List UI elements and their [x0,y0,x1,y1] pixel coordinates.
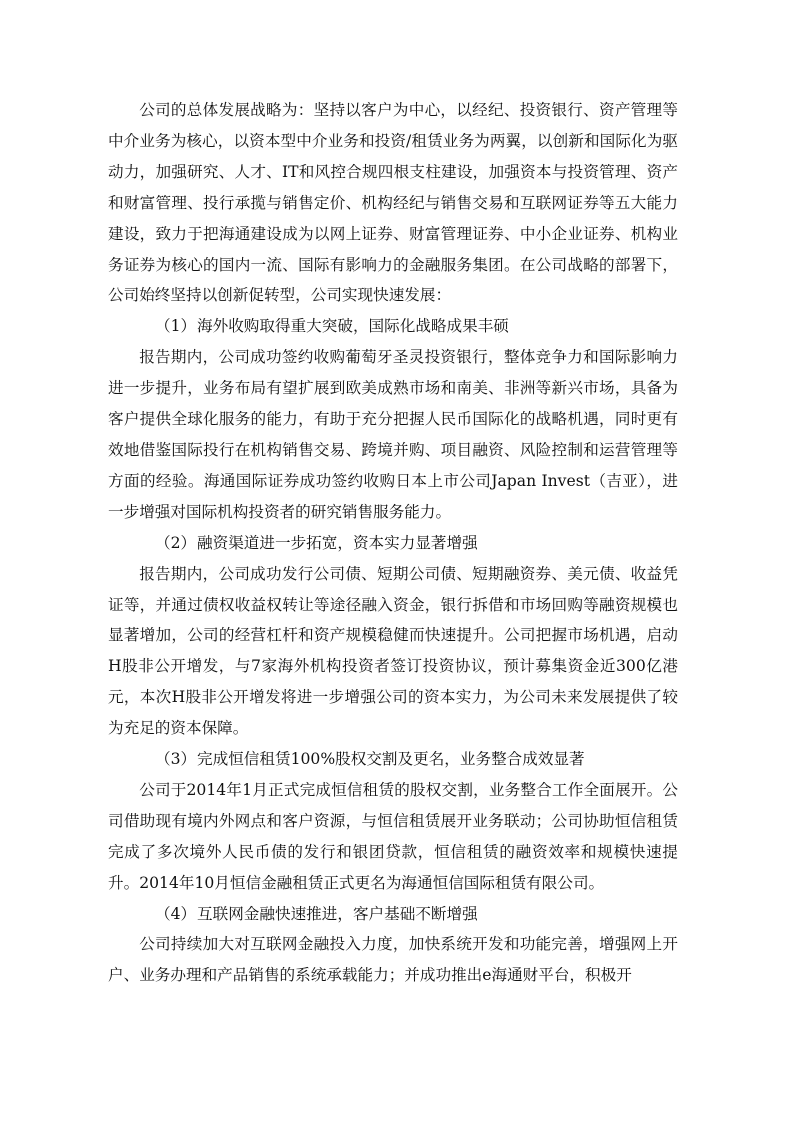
section-heading-1 [108,311,678,342]
section-body-1: 报告期内，公司成功签约收购葡萄牙圣灵投资银行，整体竞争力和国际影响力进一步提升，业务布局有望扩展到欧美成熟市场和南美、非洲等新兴市场，具备为客户提供全球化服务的能力，有助于充分把握人民币国际化的战略机遇，同时更有效地借鉴国际投行在机构销售交易、跨境并购、项目融资、风险控制和运营管理等方面的经验。海通国际证券成功签约收购日本上市公司Japan Invest（吉亚），进一步增强对国际机构投资者的研究销售服务能力。 [108,348,678,521]
section-number: （4） [155,904,197,923]
section-title: 融资渠道进一步拓宽，资本实力显著增强 [197,533,478,552]
section-title: 完成恒信租赁100%股权交割及更名，业务整合成效显著 [197,750,585,769]
section-body-3: 公司于2014年1月正式完成恒信租赁的股权交割，业务整合工作全面展开。公司借助现有境内外网点和客户资源，与恒信租赁展开业务联动；公司协助恒信租赁完成了多次境外人民币债的发行和银团贷款，恒信租赁的融资效率和规模快速提升。2014年10月恒信金融租赁正式更名为海通恒信国际租赁有限公司。 [108,780,678,892]
section-body-2: 报告期内，公司成功发行公司债、短期公司债、短期融资券、美元债、收益凭证等，并通过债权收益权转让等途径融入资金，银行拆借和市场回购等融资规模也显著增加，公司的经营杠杆和资产规模稳健而快速提升。公司把握市场机遇，启动H股非公开增发，与7家海外机构投资者签订投资协议，预计募集资金近300亿港元，本次H股非公开增发将进一步增强公司的资本实力，为公司未来发展提供了较为充足的资本保障。 [108,564,678,738]
section-number: （3） [155,750,197,769]
section-heading-4 [108,899,678,930]
section-heading-3 [108,744,678,775]
document-page [108,95,678,991]
section-heading-2 [108,528,678,559]
section-body-4: 公司持续加大对互联网金融投入力度，加快系统开发和功能完善，增强网上开户、业务办理和产品销售的系统承载能力；并成功推出e海通财平台，积极开 [108,935,678,985]
section-title: 海外收购取得重大突破，国际化战略成果丰硕 [197,317,509,336]
intro-paragraph: 公司的总体发展战略为：坚持以客户为中心，以经纪、投资银行、资产管理等中介业务为核心，以资本型中介业务和投资/租赁业务为两翼，以创新和国际化为驱动力，加强研究、人才、IT和风控合规四根支柱建设，加强资本与投资管理、资产和财富管理、投行承揽与销售定价、机构经纪与销售交易和互联网证券等五大能力建设，致力于把海通建设成为以网上证券、财富管理证券、中小企业证券、机构业务证券为核心的国内一流、国际有影响力的金融服务集团。在公司战略的部署下，公司始终坚持以创新促转型，公司实现快速发展： [108,101,678,305]
section-number: （1） [155,317,197,336]
section-number: （2） [155,533,197,552]
section-title: 互联网金融快速推进，客户基础不断增强 [197,904,478,923]
